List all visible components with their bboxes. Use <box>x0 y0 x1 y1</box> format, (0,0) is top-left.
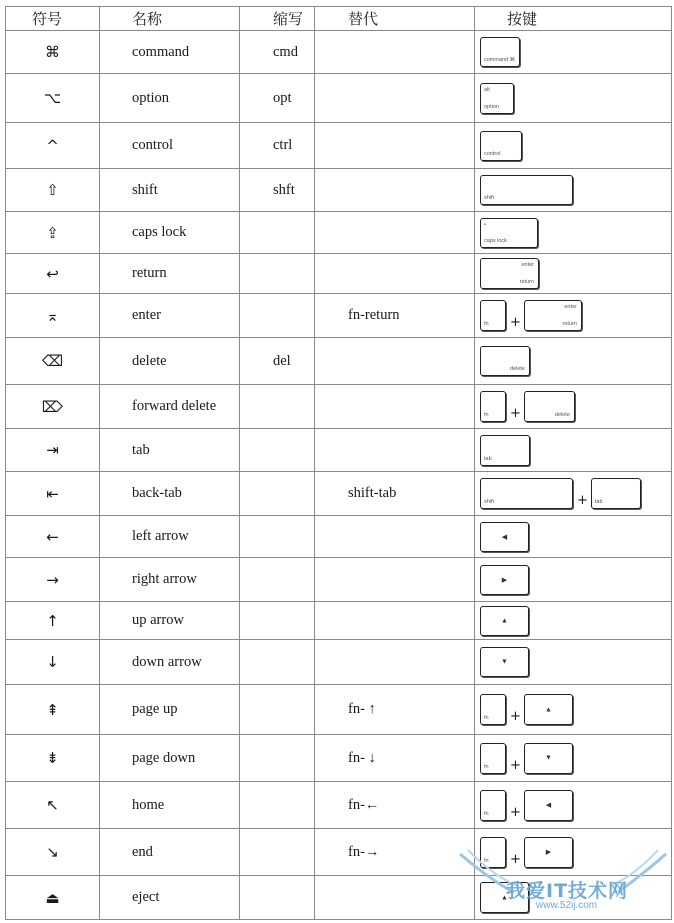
name-cell: right arrow <box>100 558 240 602</box>
keys-cell <box>475 74 672 123</box>
alternative-cell: shift-tab <box>315 472 475 516</box>
table-row <box>6 782 672 829</box>
keys-cell <box>475 735 672 782</box>
symbol-cell: ^ <box>6 123 100 169</box>
symbol-cell: ⌘ <box>6 31 100 74</box>
keyboard-key-icon <box>480 606 529 636</box>
keys-cell <box>475 685 672 735</box>
alternative-cell <box>315 876 475 920</box>
keys-cell <box>475 558 672 602</box>
table-row <box>6 429 672 472</box>
key-label: return <box>562 321 577 327</box>
key-combo <box>480 647 671 677</box>
header-keys: 按键 <box>475 7 672 31</box>
name-cell: delete <box>100 338 240 385</box>
keyboard-key-icon <box>524 300 582 331</box>
key-label: tab <box>484 455 492 462</box>
header-row <box>6 7 672 31</box>
abbreviation-cell <box>240 640 315 685</box>
alternative-cell <box>315 640 475 685</box>
key-label: fn <box>484 321 489 327</box>
keyboard-key-icon <box>524 837 573 868</box>
key-label: tab <box>594 499 603 505</box>
alternative-cell <box>315 169 475 212</box>
table-row <box>6 31 672 74</box>
name-cell: tab <box>100 429 240 472</box>
keys-cell <box>475 385 672 429</box>
alternative-cell <box>315 212 475 254</box>
key-label: ▲ <box>544 706 552 713</box>
abbreviation-cell: del <box>240 338 315 385</box>
abbreviation-cell: shft <box>240 169 315 212</box>
abbreviation-cell <box>240 558 315 602</box>
key-label: ▶ <box>545 849 552 856</box>
key-label: ▲ <box>501 894 508 901</box>
abbreviation-cell <box>240 602 315 640</box>
alternative-cell: fn-return <box>315 294 475 338</box>
key-combo <box>480 882 671 913</box>
key-combo <box>480 346 671 376</box>
name-cell: option <box>100 74 240 123</box>
symbol-cell: ⌥ <box>6 74 100 123</box>
symbol-cell: → <box>6 558 100 602</box>
symbol-cell: ← <box>6 516 100 558</box>
key-label: shift <box>484 499 495 505</box>
keyboard-key-icon <box>480 522 529 552</box>
name-cell: enter <box>100 294 240 338</box>
keys-cell <box>475 472 672 516</box>
table-row <box>6 123 672 169</box>
keyboard-key-icon <box>480 300 506 331</box>
table-row <box>6 735 672 782</box>
key-combo <box>480 606 671 636</box>
abbreviation-cell: opt <box>240 74 315 123</box>
name-cell: eject <box>100 876 240 920</box>
key-combo <box>480 565 671 595</box>
key-label: ▲ <box>501 617 508 624</box>
plus-sign: + <box>510 804 521 820</box>
abbreviation-cell <box>240 782 315 829</box>
keyboard-key-icon <box>591 478 641 509</box>
key-combo <box>480 37 671 67</box>
plus-sign: + <box>510 406 521 421</box>
alternative-cell: fn-→ <box>315 829 475 876</box>
alternative-cell <box>315 338 475 385</box>
abbreviation-cell: cmd <box>240 31 315 74</box>
keyboard-key-icon <box>524 391 575 422</box>
key-label: ▼ <box>544 754 552 762</box>
watermark-text: 我爱IT技术网 <box>506 880 629 902</box>
key-label: command ⌘ <box>484 57 516 63</box>
keyboard-key-icon <box>480 882 529 913</box>
name-cell: control <box>100 123 240 169</box>
name-cell: page up <box>100 685 240 735</box>
name-cell: home <box>100 782 240 829</box>
plus-sign: + <box>510 757 521 773</box>
name-cell: page down <box>100 735 240 782</box>
table-row <box>6 385 672 429</box>
keyboard-key-icon <box>480 83 514 114</box>
keyboard-key-icon <box>480 131 522 161</box>
keys-cell <box>475 169 672 212</box>
name-cell: forward delete <box>100 385 240 429</box>
key-label: ▶ <box>501 576 508 584</box>
abbreviation-cell <box>240 212 315 254</box>
table-row <box>6 74 672 123</box>
name-cell: up arrow <box>100 602 240 640</box>
table-row <box>6 876 672 920</box>
key-combo <box>480 478 671 509</box>
alternative-cell <box>315 516 475 558</box>
alternative-cell <box>315 602 475 640</box>
alternative-cell <box>315 123 475 169</box>
abbreviation-cell <box>240 876 315 920</box>
abbreviation-cell <box>240 429 315 472</box>
key-label: fn <box>484 763 489 770</box>
abbreviation-cell <box>240 254 315 294</box>
key-combo <box>480 131 671 161</box>
symbol-cell: ⌦ <box>6 385 100 429</box>
plus-sign: + <box>510 709 521 724</box>
key-label: shift <box>484 195 495 201</box>
key-combo <box>480 694 671 725</box>
header-name: 名称 <box>100 7 240 31</box>
shortcut-table <box>5 6 672 920</box>
key-label: fn <box>484 412 489 418</box>
symbol-cell: ↘ <box>6 829 100 876</box>
key-label: • <box>484 221 486 228</box>
abbreviation-cell <box>240 516 315 558</box>
table-row <box>6 338 672 385</box>
keys-cell <box>475 876 672 920</box>
keys-cell <box>475 294 672 338</box>
plus-sign: + <box>577 493 588 508</box>
name-cell: shift <box>100 169 240 212</box>
key-combo <box>480 435 671 466</box>
keys-cell <box>475 31 672 74</box>
keyboard-key-icon <box>480 743 506 774</box>
key-label: return <box>519 279 534 285</box>
key-combo <box>480 391 671 422</box>
alternative-cell <box>315 385 475 429</box>
keys-cell <box>475 123 672 169</box>
key-combo <box>480 300 671 331</box>
symbol-cell: ↓ <box>6 640 100 685</box>
key-label: fn <box>484 857 489 864</box>
name-cell: left arrow <box>100 516 240 558</box>
symbol-cell: ↑ <box>6 602 100 640</box>
abbreviation-cell <box>240 829 315 876</box>
keys-cell <box>475 829 672 876</box>
header-abbreviation: 缩写 <box>240 7 315 31</box>
key-label: fn <box>484 810 489 817</box>
key-label: caps lock <box>484 237 507 244</box>
header-alternative: 替代 <box>315 7 475 31</box>
name-cell: command <box>100 31 240 74</box>
plus-sign: + <box>510 315 521 330</box>
symbol-cell: ↖ <box>6 782 100 829</box>
table-row <box>6 685 672 735</box>
abbreviation-cell: ctrl <box>240 123 315 169</box>
table-row <box>6 602 672 640</box>
keys-cell <box>475 640 672 685</box>
keyboard-key-icon <box>524 790 573 821</box>
keyboard-key-icon <box>480 346 530 376</box>
keys-cell <box>475 429 672 472</box>
keys-cell <box>475 782 672 829</box>
plus-sign: + <box>510 851 521 867</box>
keyboard-key-icon <box>480 694 506 725</box>
symbol-cell: ↩ <box>6 254 100 294</box>
key-label: ◀ <box>545 802 552 809</box>
abbreviation-cell <box>240 472 315 516</box>
key-label: enter <box>564 304 577 310</box>
keyboard-key-icon <box>480 837 506 868</box>
abbreviation-cell <box>240 294 315 338</box>
name-cell: end <box>100 829 240 876</box>
keyboard-key-icon <box>480 435 530 466</box>
keyboard-key-icon <box>480 175 573 205</box>
keyboard-key-icon <box>524 694 573 725</box>
symbol-cell: ⌅ <box>6 294 100 338</box>
alternative-cell <box>315 74 475 123</box>
abbreviation-cell <box>240 735 315 782</box>
table-row <box>6 472 672 516</box>
keyboard-key-icon <box>480 478 573 509</box>
table-row <box>6 829 672 876</box>
name-cell: down arrow <box>100 640 240 685</box>
key-combo <box>480 218 671 248</box>
key-label: enter <box>521 262 534 268</box>
keyboard-key-icon <box>480 565 529 595</box>
alternative-cell <box>315 429 475 472</box>
keyboard-key-icon <box>524 743 573 774</box>
keyboard-key-icon <box>480 391 506 422</box>
table-row <box>6 254 672 294</box>
symbol-cell: ⇞ <box>6 685 100 735</box>
table-row <box>6 212 672 254</box>
alternative-cell <box>315 558 475 602</box>
table-row <box>6 516 672 558</box>
alternative-cell <box>315 31 475 74</box>
alternative-cell: fn- ↓ <box>315 735 475 782</box>
key-combo <box>480 175 671 205</box>
header-symbol: 符号 <box>6 7 100 31</box>
symbol-cell: ⇧ <box>6 169 100 212</box>
table-row <box>6 169 672 212</box>
symbol-cell: ⇤ <box>6 472 100 516</box>
keyboard-key-icon <box>480 790 506 821</box>
name-cell: return <box>100 254 240 294</box>
table-row <box>6 294 672 338</box>
symbol-cell: ⇪ <box>6 212 100 254</box>
keys-cell <box>475 602 672 640</box>
key-label: control <box>484 150 501 157</box>
symbol-cell: ⏏ <box>6 876 100 920</box>
keyboard-key-icon <box>480 258 539 289</box>
abbreviation-cell <box>240 685 315 735</box>
keys-cell <box>475 254 672 294</box>
name-cell: caps lock <box>100 212 240 254</box>
alternative-cell: fn-← <box>315 782 475 829</box>
watermark-url: www.52ij.com <box>536 900 598 911</box>
table-row <box>6 640 672 685</box>
key-label: option <box>484 103 499 110</box>
key-combo <box>480 790 671 821</box>
key-combo <box>480 83 671 114</box>
symbol-cell: ⇟ <box>6 735 100 782</box>
key-label: delete <box>554 412 570 418</box>
keys-cell <box>475 338 672 385</box>
keyboard-key-icon <box>480 218 538 248</box>
symbol-cell: ⌫ <box>6 338 100 385</box>
key-label: alt <box>484 86 490 93</box>
keys-cell <box>475 516 672 558</box>
keys-cell <box>475 212 672 254</box>
key-label: delete <box>510 366 525 372</box>
key-combo <box>480 522 671 552</box>
key-combo <box>480 837 671 868</box>
key-label: ▼ <box>501 658 508 666</box>
name-cell: back-tab <box>100 472 240 516</box>
symbol-cell: ⇥ <box>6 429 100 472</box>
key-label: fn <box>484 715 489 721</box>
key-combo <box>480 743 671 774</box>
key-combo <box>480 258 671 289</box>
alternative-cell <box>315 254 475 294</box>
keyboard-key-icon <box>480 37 520 67</box>
keyboard-key-icon <box>480 647 529 677</box>
key-label: ◀ <box>501 533 508 541</box>
abbreviation-cell <box>240 385 315 429</box>
table-row <box>6 558 672 602</box>
alternative-cell: fn- ↑ <box>315 685 475 735</box>
